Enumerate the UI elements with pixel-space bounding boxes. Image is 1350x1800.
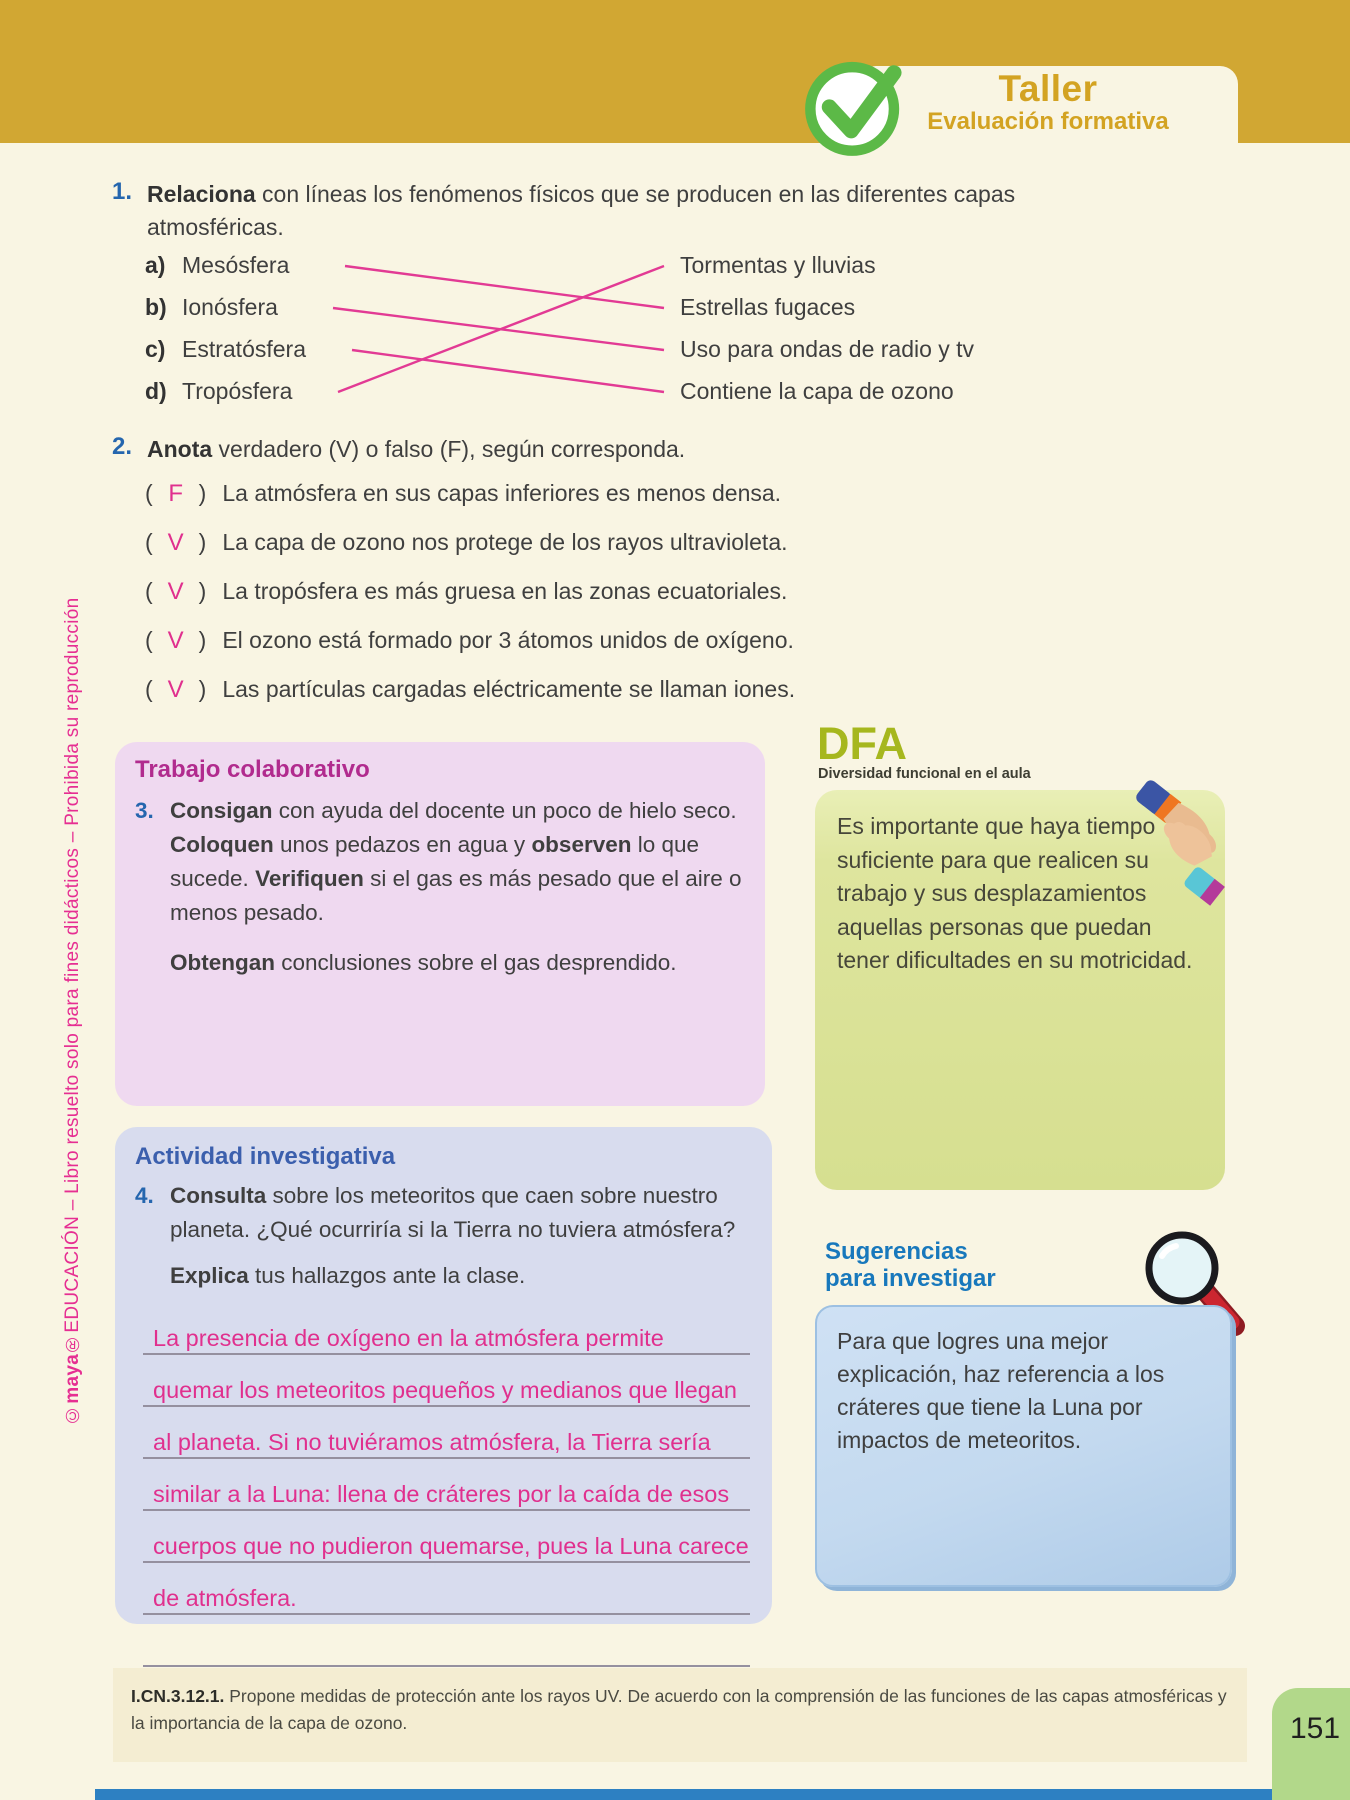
question-4-number: 4. — [135, 1183, 154, 1208]
answer-line-1[interactable]: La presencia de oxígeno en la atmósfera permite — [143, 1303, 750, 1355]
question-3-number: 3. — [135, 798, 154, 823]
answer-line-6[interactable]: de atmósfera. — [143, 1563, 750, 1615]
answer-line-2[interactable]: quemar los meteoritos pequeños y medianos que llegan — [143, 1355, 750, 1407]
vf-answer-1[interactable]: F — [168, 480, 183, 507]
dfa-subtitle: Diversidad funcional en el aula — [818, 766, 1031, 782]
vf-answer-5[interactable]: V — [167, 676, 184, 703]
investigative-activity-heading: Actividad investigativa — [135, 1143, 396, 1170]
match-option-4: Contiene la capa de ozono — [680, 378, 954, 404]
standard-footer: I.CN.3.12.1. Propone medidas de protección ante los rayos UV. De acuerdo con la comprensión de las funciones de las capas atmosféricas y la importancia de la capa de ozono. — [113, 1668, 1247, 1762]
standard-code: I.CN.3.12.1. — [131, 1686, 225, 1706]
question-2-text: Anota verdadero (V) o falso (F), según corresponda. — [147, 436, 686, 462]
collaborative-work-heading: Trabajo colaborativo — [135, 756, 370, 783]
dfa-logo: DFA — [817, 718, 907, 769]
checkmark-icon — [798, 50, 912, 164]
match-item-d: d) Tropósfera — [145, 378, 293, 404]
answer-area — [143, 1303, 750, 1667]
vf-row-4: ( V ) El ozono está formado por 3 átomos unidos de oxígeno. — [145, 627, 794, 654]
vf-answer-2[interactable]: V — [167, 529, 184, 556]
match-option-3: Uso para ondas de radio y tv — [680, 336, 975, 362]
answer-line-3[interactable]: al planeta. Si no tuviéramos atmósfera, la Tierra sería — [143, 1407, 750, 1459]
question-4 — [135, 1179, 750, 1247]
helping-hands-icon — [1126, 750, 1262, 940]
vf-answer-3[interactable]: V — [167, 578, 184, 605]
match-item-a: a) Mesósfera — [145, 252, 290, 278]
answer-line-5[interactable]: cuerpos que no pudieron quemarse, pues la Luna carece — [143, 1511, 750, 1563]
vf-row-1: ( F ) La atmósfera en sus capas inferiores es menos densa. — [145, 480, 782, 507]
vf-answer-4[interactable]: V — [167, 627, 184, 654]
page-number: 151 — [1290, 1712, 1341, 1745]
question-1-verb: Relaciona — [147, 181, 256, 207]
answer-line-7[interactable] — [143, 1615, 750, 1667]
question-1-text: Relaciona con líneas los fenómenos físicos que se producen en las diferentes capas atmosféricas. — [147, 181, 1016, 240]
dfa-note-text: Es importante que haya tiempo suficiente para que realicen su trabajo y sus desplazamientos aquellas personas que puedan tener dificultades en su motricidad. — [837, 813, 1193, 973]
bottom-blue-bar — [95, 1789, 1350, 1800]
question-1-number: 1. — [112, 178, 133, 205]
match-item-c: c) Estratósfera — [145, 336, 306, 362]
page-title: Taller — [998, 68, 1098, 109]
vf-row-2: ( V ) La capa de ozono nos protege de los rayos ultravioleta. — [145, 529, 788, 556]
header-box — [858, 66, 1238, 143]
question-3-extra: Obtengan conclusiones sobre el gas desprendido. — [170, 950, 677, 975]
question-4-text: Consulta sobre los meteoritos que caen sobre nuestro planeta. ¿Qué ocurriría si la Tierra no tuviera atmósfera? — [170, 1183, 736, 1242]
question-3-text: Consigan con ayuda del docente un poco de hielo seco. Coloquen unos pedazos en agua y observen lo que sucede. Verifiquen si el gas es más pesado que el aire o menos pesado. — [170, 798, 742, 925]
vf-row-3: ( V ) La tropósfera es más gruesa en las zonas ecuatoriales. — [145, 578, 788, 605]
suggestions-box — [815, 1305, 1232, 1587]
question-3 — [135, 794, 751, 930]
question-2-number: 2. — [112, 433, 133, 460]
match-option-2: Estrellas fugaces — [680, 294, 856, 320]
match-item-b: b) Ionósfera — [145, 294, 278, 320]
vf-row-5: ( V ) Las partículas cargadas eléctricamente se llaman iones. — [145, 676, 796, 703]
collaborative-work-box — [115, 742, 765, 1106]
question-2-verb: Anota — [147, 436, 213, 462]
match-option-1: Tormentas y lluvias — [680, 252, 876, 278]
page-number-tab — [1272, 1688, 1350, 1800]
suggestions-heading: Sugerencias para investigar — [825, 1238, 996, 1292]
investigative-activity-box — [115, 1127, 772, 1624]
answer-line-4[interactable]: similar a la Luna: llena de cráteres por la caída de esos — [143, 1459, 750, 1511]
suggestions-text: Para que logres una mejor explicación, haz referencia a los cráteres que tiene la Luna por impactos de meteoritos. — [837, 1328, 1165, 1453]
copyright-sidebar: ©maya®EDUCACIÓN – Libro resuelto solo para fines didácticos – Prohibida su reproducción — [62, 597, 83, 1425]
page-subtitle: Evaluación formativa — [927, 108, 1169, 135]
question-4-extra: Explica tus hallazgos ante la clase. — [170, 1263, 526, 1288]
